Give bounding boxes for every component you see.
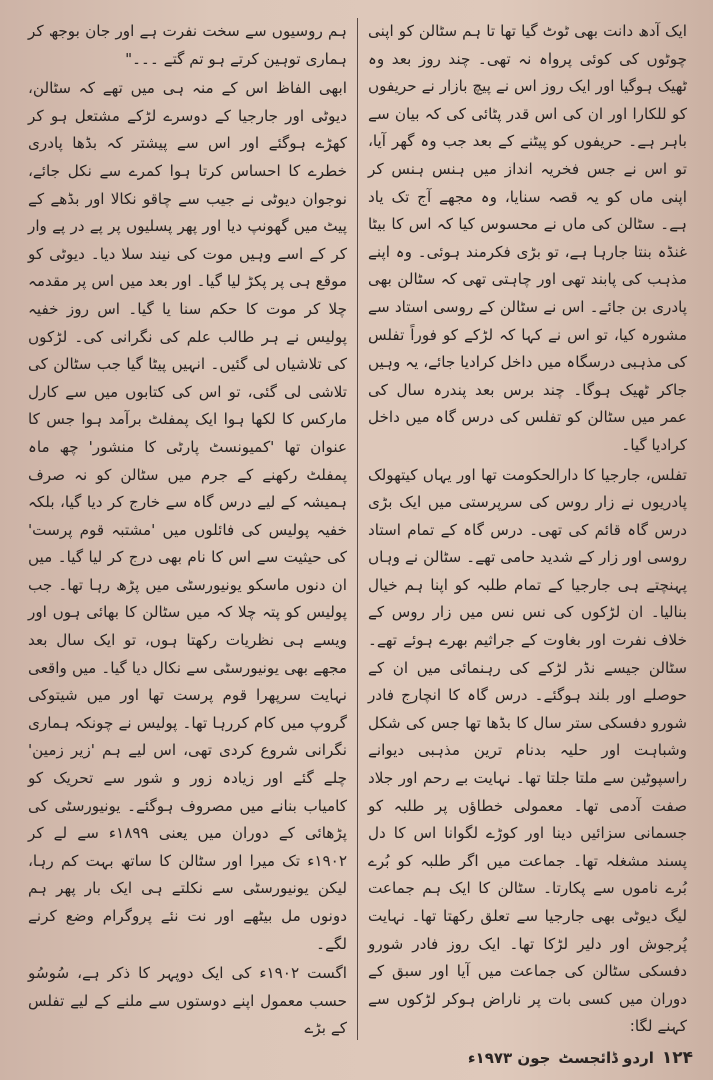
paragraph: تفلس، جارجیا کا دارالحکومت تھا اور یہاں کیتھولک پادریوں نے زار روس کی سرپرستی میں ایک بڑی درس گاہ قائم کی تھی۔ درس گاہ کے تمام استاد روسی اور زار کے شدید حامی تھے۔ سٹالن نے وہاں پہنچتے ہی جارجیا کے تمام طلبہ کو اپنا ہم خیال بنالیا۔ ان لڑکوں کی نس نس میں زار روس کے خلاف نفرت اور بغاوت کے جراثیم بھرے ہوئے تھے۔ سٹالن جیسے نڈر لڑکے کی رہنمائی میں ان کے حوصلے اور بلند ہوگئے۔ درس گاہ کا انچارج فادر شورو دفسکی ستر سال کا بڈھا تھا جس کی شکل وشباہت اور حلیہ بدنام ترین مذہبی دیوانے راسپوٹین سے ملتا جلتا تھا۔ نہایت بے رحم اور جلاد صفت آدمی تھا۔ معمولی خطاؤں پر طلبہ کو جسمانی سزائیں دینا اور کوڑے لگوانا اس کا دل پسند مشغلہ تھا۔ جماعت میں اگر طلبہ کو بُرے بُرے ناموں سے پکارتا۔ سٹالن کا ایک ہم جماعت لیگ دیوٹی بھی جارجیا سے تعلق رکھتا تھا۔ نہایت پُرجوش اور دلیر لڑکا تھا۔ ایک روز فادر شورو دفسکی سٹالن کی جماعت میں آیا اور سبق کے دوران میں کسی بات پر ناراض ہوکر لڑکوں سے کہنے لگا: <box>368 465 687 1036</box>
page-footer <box>22 1044 693 1072</box>
page-number: ۱۲۴ <box>661 1048 693 1068</box>
magazine-name: اردو ڈائجسٹ <box>558 1049 654 1067</box>
issue-date: جون ۱۹۷۳ء <box>467 1049 551 1067</box>
paragraph: ہم روسیوں سے سخت نفرت ہے اور جان بوجھ کر ہماری توہین کرتے ہو تم گتے ۔۔۔" <box>28 22 347 68</box>
paragraph: اگست ۱۹۰۲ء کی ایک دوپہر کا ذکر ہے، سُوسُو حسب معمول اپنے دوستوں سے ملنے کے لیے تفلس کے بڑے <box>28 964 347 1038</box>
paragraph: ابھی الفاظ اس کے منہ ہی میں تھے کہ سٹالن، دیوٹی اور جارجیا کے دوسرے لڑکے مشتعل ہو کر کھڑے ہوگئے اور اس سے پیشتر کہ بڈھا پادری خطرے کا احساس کرتا ہوا کمرے سے نکل جائے، نوجوان دیوٹی نے جیب سے چاقو نکالا اور بڈھے کے پیٹ میں گھونپ دیا اور پھر پسلیوں پر پے در پے وار کر کے اسے وہیں موت کی نیند سلا دیا۔ دیوٹی کو موقع ہی پر پکڑ لیا گیا۔ اور بعد میں اس پر مقدمہ چلا کر موت کا حکم سنا یا گیا۔ اس روز خفیہ پولیس نے ہر طالب علم کی نگرانی کی۔ لڑکوں کی تلاشیاں لی گئیں۔ انہیں پیٹا گیا جب سٹالن کی تلاشی لی گئی، تو اس کی کتابوں میں سے کارل مارکس کا لکھا ہوا ایک پمفلٹ برآمد ہوا جس کا عنوان تھا 'کمیونسٹ پارٹی کا منشور' چھ ماہ پمفلٹ رکھنے کے جرم میں سٹالن کو نہ صرف ہمیشہ کے لیے درس گاہ سے خارج کر دیا گیا، بلکہ خفیہ پولیس کی فائلوں میں 'مشتبہ قوم پرست' کی حیثیت سے اس کا نام بھی درج کر لیا گیا۔ میں ان دنوں ماسکو یونیورسٹی میں پڑھ رہا تھا۔ جب پولیس کو پتہ چلا کہ میں سٹالن کا بھائی ہوں اور ویسے ہی نظریات رکھتا ہوں، تو ایک سال بعد مجھے بھی یونیورسٹی سے نکال دیا گیا۔ میں واقعی نہایت سرپھرا قوم پرست تھا اور میں شیتوکی گروپ میں کام کررہا تھا۔ پولیس نے چونکہ ہماری نگرانی شروع کردی تھی، اس لیے ہم 'زیر زمین' چلے گئے اور زیادہ زور و شور سے تحریک کو کامیاب بنانے میں مصروف ہوگئے۔ یونیورسٹی کی پڑھائی کے دوران میں یعنی ۱۸۹۹ء سے لے کر ۱۹۰۲ء تک میرا اور سٹالن کا ساتھ بہت کم رہا، لیکن یونیورسٹی سے نکلتے ہی ایک بار پھر ہم دونوں مل بیٹھے اور نت نئے پروگرام وضع کرنے لگے۔ <box>28 79 348 953</box>
left-column <box>22 18 353 1040</box>
right-column <box>362 18 693 1040</box>
text-columns <box>22 18 693 1040</box>
column-divider <box>357 18 358 1040</box>
paragraph: ایک آدھ دانت بھی ٹوٹ گیا تھا تا ہم سٹالن کو اپنی چوٹوں کی کوئی پرواہ نہ تھی۔ چند روز بعد وہ ٹھیک ہوگیا اور ایک روز اس نے پیچ بازار نے حریفوں کو للکارا اور ان کی اس قدر پٹائی کی کہ بیان سے باہر ہے۔ حریفوں کو پیٹنے کے بعد جب وہ گھر آیا، تو اس نے جس فخریہ انداز میں ہنس ہنس کر اپنی ماں کو یہ قصہ سنایا، وہ مجھے آج تک یاد ہے۔ سٹالن کی ماں نے محسوس کیا کہ اس کا بیٹا غنڈہ بنتا جارہا ہے، تو بڑی فکرمند ہوئی۔ وہ اپنے مذہب کی پابند تھی اور چاہتی تھی کہ سٹالن بھی پادری بن جائے۔ اس نے سٹالن کے روسی استاد سے مشورہ کیا، تو اس نے کہا کہ لڑکے کو فوراً تفلس کی مذہبی درسگاہ میں داخل کرادیا جائے، یہ وہیں جاکر ٹھیک ہوگا۔ چند برس بعد پندرہ سال کی عمر میں سٹالن کو تفلس کی درس گاہ میں داخل کرادیا گیا۔ <box>368 22 687 454</box>
